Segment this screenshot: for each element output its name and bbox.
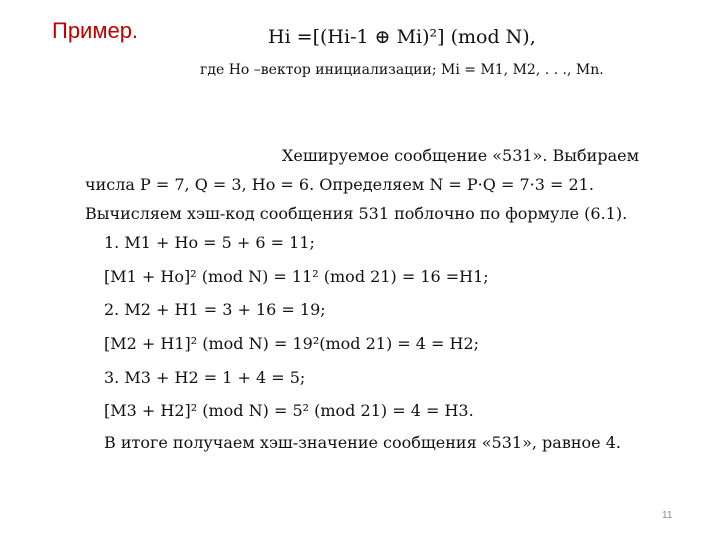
step-1-sum: 1. M1 + Ho = 5 + 6 = 11; — [104, 233, 315, 252]
step-2-hash: [M2 + H1]² (mod N) = 19²(mod 21) = 4 = H2; — [104, 334, 480, 353]
paragraph-line-2: числа P = 7, Q = 3, Ho = 6. Определяем N = P·Q = 7·3 = 21. — [85, 175, 594, 194]
slide-title: Пример. — [52, 18, 139, 43]
hash-formula: Hi =[(Hi-1 ⊕ Mi)²] (mod N), — [268, 26, 536, 48]
paragraph-line-1: Хешируемое сообщение «531». Выбираем — [282, 146, 640, 165]
step-3-hash: [M3 + H2]² (mod N) = 5² (mod 21) = 4 = H3. — [104, 401, 474, 420]
page-number: 11 — [662, 510, 673, 521]
step-2-sum: 2. M2 + H1 = 3 + 16 = 19; — [104, 300, 326, 319]
step-1-hash: [M1 + Ho]² (mod N) = 11² (mod 21) = 16 =H1; — [104, 267, 489, 286]
paragraph-line-3: Вычисляем хэш-код сообщения 531 поблочно по формуле (6.1). — [85, 204, 628, 223]
step-3-sum: 3. M3 + H2 = 1 + 4 = 5; — [104, 368, 306, 387]
conclusion-text: В итоге получаем хэш-значение сообщения «531», равное 4. — [104, 433, 621, 452]
formula-note: где Ho –вектор инициализации; Mi = M1, M2, . . ., Mn. — [200, 62, 604, 78]
